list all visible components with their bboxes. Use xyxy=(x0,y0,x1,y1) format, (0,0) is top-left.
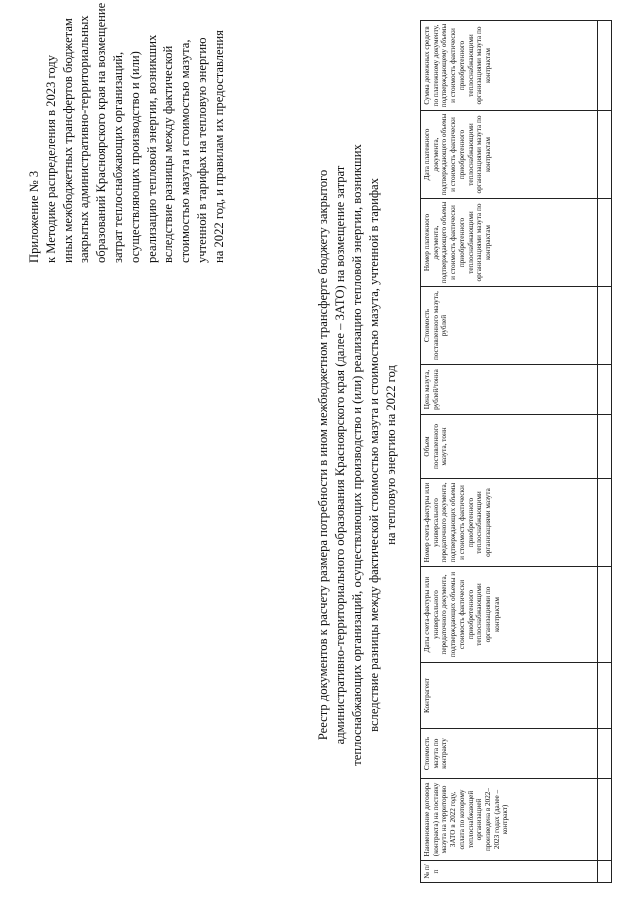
column-header-payment-date: Дата платежного документа, подтверждающего объемы и стоимость фактически приобретенного теплоснабжающими организациями мазута по контрактам xyxy=(421,111,598,199)
table-cell xyxy=(598,567,612,663)
table-cell xyxy=(598,111,612,199)
title-line: теплоснабжающих организаций, осуществляющих производство и (или) реализацию тепловой энергии, возникших xyxy=(350,144,364,766)
appendix-line: осуществляющих производство и (или) xyxy=(127,51,142,263)
appendix-line: затрат теплоснабжающих организаций, xyxy=(110,51,125,263)
title-line: административно-территориального образования Красноярского края (далее – ЗАТО) на возмещение затрат xyxy=(333,165,347,745)
column-header-number: № п/п xyxy=(421,861,598,883)
table-cell xyxy=(598,663,612,729)
title-line: вследствие разницы между фактической стоимостью мазута и стоимостью мазута, учтенной в тарифах xyxy=(367,178,381,732)
table-cell xyxy=(598,199,612,287)
column-header-payment-sum: Сумма денежных средств по платежному документу, подтверждающему объемы и стоимость фактически приобретенного теплоснабжающими организациями мазута по контрактам xyxy=(421,21,598,111)
appendix-line: на 2022 год, и правилам их предоставления xyxy=(211,30,226,263)
appendix-line: Приложение № 3 xyxy=(27,170,41,263)
table-cell xyxy=(598,729,612,779)
appendix-line: вследствие разницы между фактической xyxy=(161,45,176,263)
table-cell xyxy=(598,21,612,111)
column-header-payment-number: Номер платежного документа, подтверждающего объемы и стоимость фактически приобретенного теплоснабжающими организациями мазута по контрактам xyxy=(421,199,598,287)
column-header-price: Цена мазута, рублей/тонна xyxy=(421,365,598,415)
table-row xyxy=(598,21,612,883)
appendix-line: стоимостью мазута и стоимостью мазута, xyxy=(178,39,193,263)
column-header-invoice-number: Номер счета-фактуры или универсального передаточного документа, подтверждающих объемы и стоимость фактически приобретенного теплоснабжающими организациями мазута xyxy=(421,479,598,567)
table-cell xyxy=(598,415,612,479)
column-header-volume: Объем поставленного мазута, тонн xyxy=(421,415,598,479)
appendix-line: образований Красноярского края на возмещение xyxy=(94,2,109,263)
table-header-row xyxy=(421,21,598,883)
table-cell xyxy=(598,779,612,861)
table-cell xyxy=(598,365,612,415)
table-cell xyxy=(598,287,612,365)
appendix-header xyxy=(26,2,228,263)
appendix-line: закрытых административно-территориальных xyxy=(77,15,92,263)
column-header-counterparty: Контрагент xyxy=(421,663,598,729)
registry-table xyxy=(420,20,612,883)
title-line: Реестр документов к расчету размера потребности в ином межбюджетном трансферте бюджету закрытого xyxy=(316,169,330,741)
column-header-delivered-cost: Стоимость поставленного мазута, рублей xyxy=(421,287,598,365)
column-header-invoice-dates: Даты счета-фактуры или универсального передаточного документа, подтверждающих объемы и стоимость фактически приобретенного теплоснабжающими организациями по контрактам xyxy=(421,567,598,663)
appendix-line: реализацию тепловой энергии, возникших xyxy=(144,34,159,263)
title-line: на тепловую энергию на 2022 год xyxy=(384,365,398,545)
appendix-line: иных межбюджетных трансфертов бюджетам xyxy=(60,18,75,263)
table-cell xyxy=(598,861,612,883)
appendix-line: учтенной в тарифах на тепловую энергию xyxy=(194,37,209,263)
column-header-contract: Наименование договора (контракта) на поставку мазута на территорию ЗАТО в 2022 году, оплата по которому теплоснабжающей организацией произведена в 2022–2023 годах (далее – контракт) xyxy=(421,779,598,861)
table-cell xyxy=(598,479,612,567)
document-title xyxy=(315,35,400,875)
appendix-line: к Методике распределения в 2023 году xyxy=(43,55,58,263)
column-header-contract-cost: Стоимость мазута по контракту xyxy=(421,729,598,779)
